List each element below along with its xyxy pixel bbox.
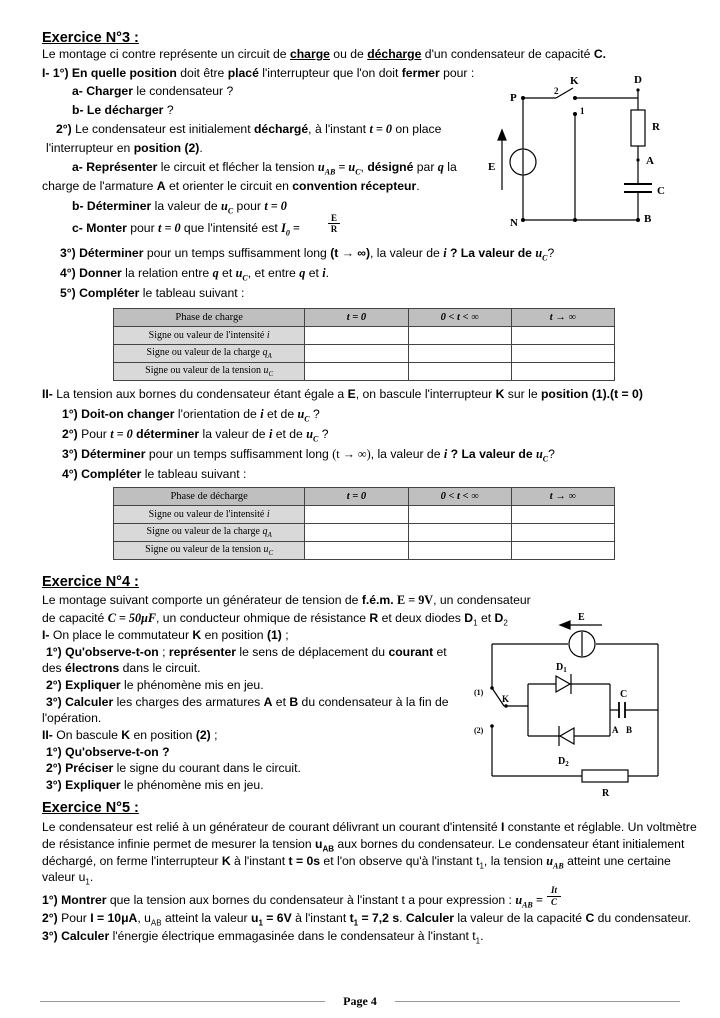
ex3-q2a-cont: charge de l'armature A et orienter le circuit en convention récepteur. (42, 179, 420, 193)
ex3-q2b: b- Déterminer la valeur de $u_C$ pour t = 0 (72, 199, 287, 216)
table-header: 0 < t < ∞ (408, 488, 511, 506)
label-pos2: (2) (474, 726, 484, 735)
ex4-l4: 1°) Qu'observe-t-on ; représenter le sens de déplacement du courant et (46, 645, 447, 659)
label-pos1: (1) (474, 688, 484, 697)
ex4-l6: 2°) Expliquer le phénomène mis en jeu. (46, 678, 264, 692)
label-N: N (510, 217, 518, 229)
label-2: 2 (554, 86, 559, 96)
charge-table (113, 308, 615, 381)
table-header: t → ∞ (511, 488, 614, 506)
ex4-l12: 3°) Expliquer le phénomène mis en jeu. (46, 778, 264, 792)
table-row-label: Signe ou valeur de l'intensité i (114, 327, 305, 345)
ex3-q4: 4°) Donner la relation entre q et $u_C$, et entre q et i. (60, 266, 330, 283)
ex3-q2c: c- Monter pour t = 0 que l'intensité est $I_0$ = (72, 221, 300, 238)
table-header: t = 0 (305, 309, 408, 327)
ex5-frac-it-over-c: It C (547, 885, 561, 908)
ex4-title: Exercice N°4 : (42, 574, 139, 590)
ex5-q1: 1°) Montrer que la tension aux bornes du condensateur à l'instant t a pour expression : $u_{AB}$ = (42, 893, 543, 910)
table-header: 0 < t < ∞ (408, 309, 511, 327)
ex4-l3: I- On place le commutateur K en position (1) ; (42, 628, 289, 642)
label-D2: $D_2$ (558, 756, 569, 768)
label-R: R (652, 121, 660, 133)
ex5-q3: 3°) Calculer l'énergie électrique emmagasinée dans le condensateur à l'instant $t_1$. (42, 929, 484, 946)
table-header: Phase de décharge (114, 488, 305, 506)
ex5-p4: valeur $u_1$. (42, 870, 94, 887)
label-E: E (488, 161, 496, 173)
ex4-circuit-diagram (470, 608, 670, 798)
ex4-l8: l'opération. (42, 711, 102, 725)
label-D1: $D_1$ (556, 662, 567, 674)
table-row-label: Signe ou valeur de la tension $u_C$ (114, 542, 305, 560)
ex3-q2a: a- Représenter le circuit et flécher la tension $u_{AB} = u_C$, désigné par q la (72, 160, 457, 177)
label-K: K (502, 694, 510, 704)
ex3-title: Exercice N°3 : (42, 30, 139, 46)
table-row-label: Signe ou valeur de la charge $q_A$ (114, 524, 305, 542)
label-A: A (646, 155, 654, 167)
ex3-q1b: b- Le décharger ? (72, 103, 174, 117)
label-A: A (612, 725, 619, 735)
ex4-l9: II- On bascule K en position (2) ; (42, 728, 218, 742)
ex3-q1a: a- Charger le condensateur ? (72, 84, 234, 98)
ex3-ii1: 1°) Doit-on changer l'orientation de i et de $u_C$ ? (62, 407, 320, 424)
ex4-l5: des électrons dans le circuit. (42, 661, 201, 675)
discharge-table (113, 487, 615, 560)
ex3-frac-e-over-r: E R (328, 213, 340, 234)
label-P: P (510, 92, 517, 104)
ex5-p1: Le condensateur est relié à un générateur de courant délivrant un courant d'intensité I constante et réglable. Un voltmètre (42, 820, 697, 834)
ex4-l1: Le montage suivant comporte un générateur de tension de f.é.m. E = 9V, un condensateur (42, 593, 531, 607)
ex5-p2: de résistance infinie permet de mesurer la tension $u_{AB}$ aux bornes du condensateur. Le condensateur étant initialement (42, 837, 685, 854)
ex3-ii2: 2°) Pour t = 0 déterminer la valeur de i et de $u_C$ ? (62, 427, 329, 444)
label-B: B (626, 725, 633, 735)
ex4-l10: 1°) Qu'observe-t-on ? (46, 745, 170, 759)
ex5-q2: 2°) Pour I = 10μA, $u_{AB}$ atteint la valeur $u_1 = 6V$ à l'instant $t_1 = 7,2$ s. Calculer la valeur de la capacité C du condensateur. (42, 911, 692, 928)
ex3-q2-cont: l'interrupteur en position (2). (46, 141, 203, 155)
ex3-ii3: 3°) Déterminer pour un temps suffisamment long (t → ∞), la valeur de i ? La valeur de $u_C$? (62, 447, 555, 464)
table-header: t = 0 (305, 488, 408, 506)
ex3-q3: 3°) Déterminer pour un temps suffisamment long (t → ∞), la valeur de i ? La valeur de $u_C$? (60, 246, 555, 263)
label-R: R (602, 788, 610, 798)
table-row-label: Signe ou valeur de la charge $q_A$ (114, 345, 305, 363)
ex4-l7: 3°) Calculer les charges des armatures A et B du condensateur à la fin de (46, 695, 449, 709)
ex4-l11: 2°) Préciser le signe du courant dans le circuit. (46, 761, 301, 775)
label-C: C (620, 689, 628, 700)
ex3-circuit-diagram (478, 70, 678, 240)
page-number: Page 4 (343, 994, 377, 1008)
table-header: t → ∞ (511, 309, 614, 327)
ex3-ii: II- La tension aux bornes du condensateur étant égale a E, on bascule l'interrupteur K sur le position (1).(t = 0) (42, 387, 643, 401)
ex4-l2: de capacité C = 50μF, un conducteur ohmique de résistance R et deux diodes $D_1$ et $D_2$ (42, 611, 508, 628)
ex3-q2: 2°) Le condensateur est initialement déchargé, à l'instant t = 0 on place (56, 122, 442, 136)
table-header: Phase de charge (114, 309, 305, 327)
label-E: E (578, 612, 585, 623)
ex3-q5: 5°) Compléter le tableau suivant : (60, 286, 245, 300)
ex5-title: Exercice N°5 : (42, 800, 139, 816)
label-D: D (634, 74, 642, 86)
label-K: K (570, 75, 579, 87)
label-1: 1 (580, 106, 585, 116)
label-C: C (657, 185, 665, 197)
ex5-p3: déchargé, on ferme l'interrupteur K à l'instant t = 0s et l'on observe qu'à l'instant $t_1$, la tension $u_{AB}$ atteint une certaine (42, 854, 671, 871)
ex3-intro: Le montage ci contre représente un circuit de charge ou de décharge d'un condensateur de capacité C. (42, 47, 606, 61)
table-row-label: Signe ou valeur de l'intensité i (114, 506, 305, 524)
label-B: B (644, 213, 652, 225)
ex3-q1: I- 1°) En quelle position doit être placé l'interrupteur que l'on doit fermer pour : (42, 66, 475, 80)
table-row-label: Signe ou valeur de la tension $u_C$ (114, 363, 305, 381)
ex3-ii4: 4°) Compléter le tableau suivant : (62, 467, 247, 481)
